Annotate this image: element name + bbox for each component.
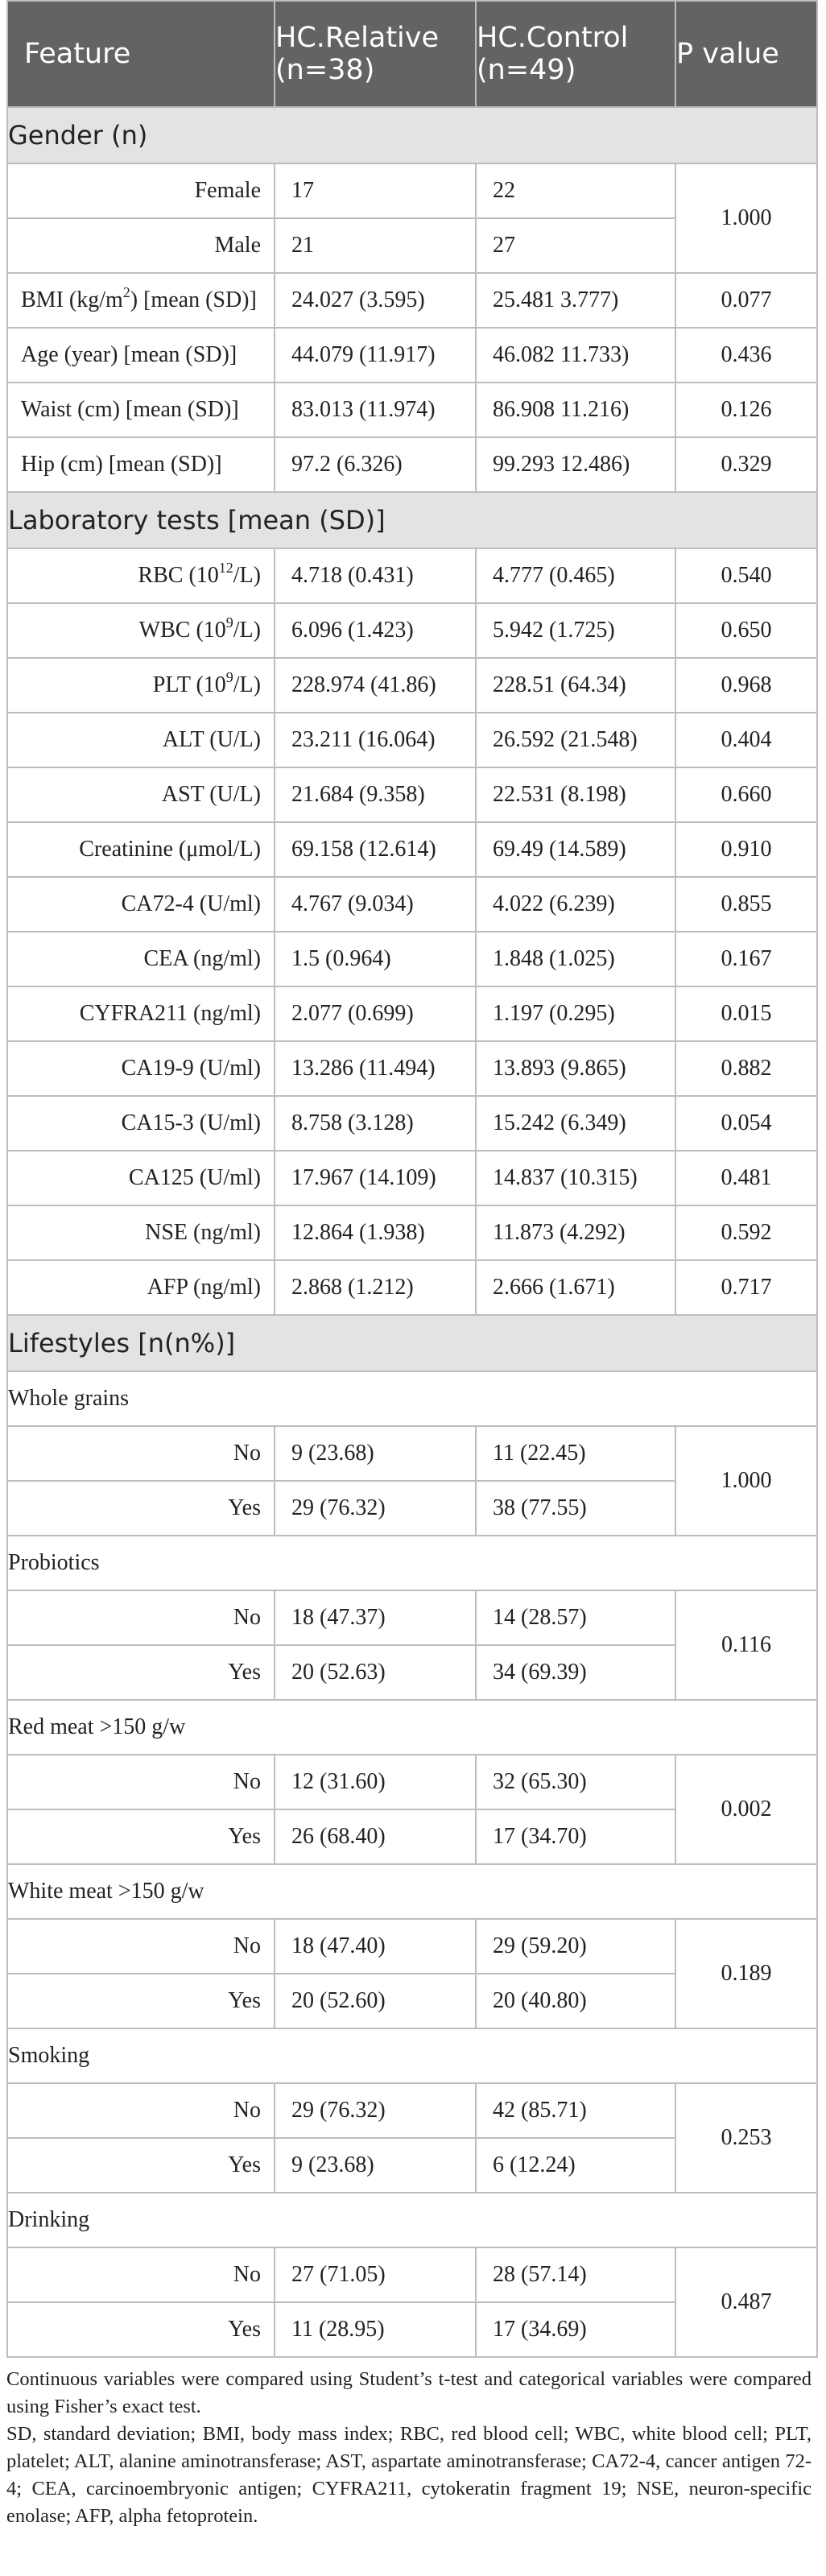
section-header bbox=[7, 1315, 817, 1371]
row-label: Yes bbox=[7, 1645, 275, 1700]
cell-hc-relative: 83.013 (11.974) bbox=[275, 382, 476, 437]
cell-p-value: 0.592 bbox=[675, 1205, 817, 1260]
cell-p-value: 0.968 bbox=[675, 658, 817, 713]
group-title: Drinking bbox=[7, 2193, 817, 2247]
row-label: Male bbox=[7, 218, 275, 273]
section-title-lifestyles: Lifestyles [n(n%)] bbox=[7, 1315, 817, 1371]
cell-p-value: 0.487 bbox=[675, 2247, 817, 2357]
section-header bbox=[7, 492, 817, 548]
cell-p-value: 0.054 bbox=[675, 1096, 817, 1151]
cell-hc-relative: 18 (47.37) bbox=[275, 1590, 476, 1645]
cell-hc-relative: 2.077 (0.699) bbox=[275, 986, 476, 1041]
table-row bbox=[7, 548, 817, 603]
cell-hc-relative: 69.158 (12.614) bbox=[275, 822, 476, 877]
table-row bbox=[7, 932, 817, 986]
table-footnotes bbox=[6, 2366, 816, 2530]
cell-hc-control: 28 (57.14) bbox=[476, 2247, 675, 2302]
table-row bbox=[7, 822, 817, 877]
row-label: Yes bbox=[7, 1809, 275, 1864]
cell-hc-control: 4.022 (6.239) bbox=[476, 877, 675, 932]
cell-p-value: 0.015 bbox=[675, 986, 817, 1041]
cell-hc-control: 27 bbox=[476, 218, 675, 273]
row-label: Creatinine (μmol/L) bbox=[7, 822, 275, 877]
cell-hc-control: 86.908 11.216) bbox=[476, 382, 675, 437]
table-row bbox=[7, 603, 817, 658]
group-title: Probiotics bbox=[7, 1536, 817, 1590]
row-label: BMI $(kg/m^2)$ [mean (SD)] bbox=[7, 273, 275, 328]
cell-hc-relative: 17 bbox=[275, 163, 476, 218]
row-label: No bbox=[7, 2247, 275, 2302]
cell-hc-relative: 12.864 (1.938) bbox=[275, 1205, 476, 1260]
table-container bbox=[6, 0, 816, 2530]
row-label: Female bbox=[7, 163, 275, 218]
cell-p-value: 0.404 bbox=[675, 713, 817, 767]
cell-hc-relative: 228.974 (41.86) bbox=[275, 658, 476, 713]
row-label: CA19-9 (U/ml) bbox=[7, 1041, 275, 1096]
group-header-row bbox=[7, 1371, 817, 1426]
table-row bbox=[7, 1041, 817, 1096]
row-label: Yes bbox=[7, 2138, 275, 2193]
cell-p-value: 0.855 bbox=[675, 877, 817, 932]
group-header-row bbox=[7, 2028, 817, 2083]
cell-hc-control: 26.592 (21.548) bbox=[476, 713, 675, 767]
cell-p-value: 0.660 bbox=[675, 767, 817, 822]
cell-hc-relative: 26 (68.40) bbox=[275, 1809, 476, 1864]
cell-hc-relative: 97.2 (6.326) bbox=[275, 437, 476, 492]
cell-hc-relative: 20 (52.63) bbox=[275, 1645, 476, 1700]
group-header-row bbox=[7, 1864, 817, 1919]
group-header-row bbox=[7, 1536, 817, 1590]
group-header-row bbox=[7, 2193, 817, 2247]
cell-hc-control: 34 (69.39) bbox=[476, 1645, 675, 1700]
header-hc-control: HC.Control (n=49) bbox=[476, 1, 675, 107]
cell-hc-control: 13.893 (9.865) bbox=[476, 1041, 675, 1096]
cell-hc-control: 11 (22.45) bbox=[476, 1426, 675, 1481]
cell-hc-relative: 4.767 (9.034) bbox=[275, 877, 476, 932]
group-header-row bbox=[7, 1700, 817, 1755]
cell-p-value: 0.481 bbox=[675, 1151, 817, 1205]
header-hc-relative: HC.Relative (n=38) bbox=[275, 1, 476, 107]
row-label: CA125 (U/ml) bbox=[7, 1151, 275, 1205]
table-row bbox=[7, 1096, 817, 1151]
table-row bbox=[7, 658, 817, 713]
cell-p-value: 1.000 bbox=[675, 163, 817, 273]
section-title-gender: Gender (n) bbox=[7, 107, 817, 163]
cell-hc-control: 99.293 12.486) bbox=[476, 437, 675, 492]
cell-p-value: 0.882 bbox=[675, 1041, 817, 1096]
cell-hc-control: 228.51 (64.34) bbox=[476, 658, 675, 713]
group-title: Smoking bbox=[7, 2028, 817, 2083]
group-title: Red meat >150 g/w bbox=[7, 1700, 817, 1755]
cell-hc-relative: 20 (52.60) bbox=[275, 1974, 476, 2028]
cell-hc-relative: 17.967 (14.109) bbox=[275, 1151, 476, 1205]
table-row bbox=[7, 382, 817, 437]
cell-hc-control: 11.873 (4.292) bbox=[476, 1205, 675, 1260]
row-label: WBC $(10^9/L)$ bbox=[7, 603, 275, 658]
table-row bbox=[7, 877, 817, 932]
table-row bbox=[7, 328, 817, 382]
cell-hc-control: 6 (12.24) bbox=[476, 2138, 675, 2193]
row-label: No bbox=[7, 1919, 275, 1974]
cell-hc-relative: 1.5 (0.964) bbox=[275, 932, 476, 986]
table-row bbox=[7, 2247, 817, 2302]
cell-hc-relative: 2.868 (1.212) bbox=[275, 1260, 476, 1315]
cell-hc-relative: 6.096 (1.423) bbox=[275, 603, 476, 658]
group-title: Whole grains bbox=[7, 1371, 817, 1426]
table-row bbox=[7, 1205, 817, 1260]
table-row bbox=[7, 273, 817, 328]
cell-p-value: 0.436 bbox=[675, 328, 817, 382]
row-label: Waist (cm) [mean (SD)] bbox=[7, 382, 275, 437]
row-label: Yes bbox=[7, 1974, 275, 2028]
cell-p-value: 0.002 bbox=[675, 1755, 817, 1864]
cell-hc-relative: 44.079 (11.917) bbox=[275, 328, 476, 382]
cell-hc-relative: 24.027 (3.595) bbox=[275, 273, 476, 328]
cell-hc-control: 1.197 (0.295) bbox=[476, 986, 675, 1041]
row-label: AFP (ng/ml) bbox=[7, 1260, 275, 1315]
cell-hc-relative: 21 bbox=[275, 218, 476, 273]
group-title: White meat >150 g/w bbox=[7, 1864, 817, 1919]
cell-p-value: 0.253 bbox=[675, 2083, 817, 2193]
header-feature: Feature bbox=[7, 1, 275, 107]
cell-p-value: 0.077 bbox=[675, 273, 817, 328]
cell-hc-relative: 4.718 (0.431) bbox=[275, 548, 476, 603]
cell-p-value: 0.167 bbox=[675, 932, 817, 986]
data-table bbox=[6, 0, 818, 2358]
cell-hc-control: 22.531 (8.198) bbox=[476, 767, 675, 822]
cell-hc-control: 22 bbox=[476, 163, 675, 218]
cell-hc-control: 46.082 11.733) bbox=[476, 328, 675, 382]
row-label: CA72-4 (U/ml) bbox=[7, 877, 275, 932]
row-label: No bbox=[7, 1755, 275, 1809]
table-row bbox=[7, 1151, 817, 1205]
cell-hc-relative: 21.684 (9.358) bbox=[275, 767, 476, 822]
cell-hc-relative: 13.286 (11.494) bbox=[275, 1041, 476, 1096]
table-row bbox=[7, 1426, 817, 1481]
cell-hc-control: 4.777 (0.465) bbox=[476, 548, 675, 603]
table-header-row bbox=[7, 1, 817, 107]
cell-p-value: 0.540 bbox=[675, 548, 817, 603]
cell-hc-relative: 11 (28.95) bbox=[275, 2302, 476, 2357]
row-label: ALT (U/L) bbox=[7, 713, 275, 767]
cell-hc-control: 5.942 (1.725) bbox=[476, 603, 675, 658]
cell-hc-control: 15.242 (6.349) bbox=[476, 1096, 675, 1151]
cell-p-value: 0.126 bbox=[675, 382, 817, 437]
cell-hc-control: 2.666 (1.671) bbox=[476, 1260, 675, 1315]
row-label: CYFRA211 (ng/ml) bbox=[7, 986, 275, 1041]
row-label: No bbox=[7, 1590, 275, 1645]
row-label: Hip (cm) [mean (SD)] bbox=[7, 437, 275, 492]
table-row bbox=[7, 1919, 817, 1974]
cell-hc-control: 14 (28.57) bbox=[476, 1590, 675, 1645]
row-label: CA15-3 (U/ml) bbox=[7, 1096, 275, 1151]
cell-hc-relative: 29 (76.32) bbox=[275, 2083, 476, 2138]
footnote-tests: Continuous variables were compared using Student’s t-test and categorical variables were compared using Fisher’s exact test. bbox=[6, 2368, 812, 2417]
row-label: RBC $(10^{12}/L)$ bbox=[7, 548, 275, 603]
section-header bbox=[7, 107, 817, 163]
row-label: AST (U/L) bbox=[7, 767, 275, 822]
cell-hc-relative: 23.211 (16.064) bbox=[275, 713, 476, 767]
table-row bbox=[7, 767, 817, 822]
cell-hc-control: 42 (85.71) bbox=[476, 2083, 675, 2138]
cell-hc-relative: 9 (23.68) bbox=[275, 1426, 476, 1481]
table-row bbox=[7, 163, 817, 218]
cell-hc-control: 14.837 (10.315) bbox=[476, 1151, 675, 1205]
row-label: No bbox=[7, 1426, 275, 1481]
cell-hc-control: 17 (34.69) bbox=[476, 2302, 675, 2357]
cell-hc-control: 25.481 3.777) bbox=[476, 273, 675, 328]
table-row bbox=[7, 437, 817, 492]
section-title-lab: Laboratory tests [mean (SD)] bbox=[7, 492, 817, 548]
cell-hc-relative: 8.758 (3.128) bbox=[275, 1096, 476, 1151]
table-row bbox=[7, 986, 817, 1041]
cell-p-value: 0.717 bbox=[675, 1260, 817, 1315]
table-row bbox=[7, 1755, 817, 1809]
cell-hc-control: 32 (65.30) bbox=[476, 1755, 675, 1809]
cell-hc-relative: 9 (23.68) bbox=[275, 2138, 476, 2193]
cell-hc-control: 38 (77.55) bbox=[476, 1481, 675, 1536]
row-label: NSE (ng/ml) bbox=[7, 1205, 275, 1260]
footnote-abbreviations: SD, standard deviation; BMI, body mass index; RBC, red blood cell; WBC, white blood cell; PLT, platelet; ALT, alanine aminotransferase; AST, aspartate aminotransferase; CA72-4, cancer antigen 72-4; CEA, carcinoembryonic antigen; CYFRA211, cytokeratin fragment 19; NSE, neuron-specific enolase; AFP, alpha fetoprotein. bbox=[6, 2423, 812, 2527]
table-row bbox=[7, 1260, 817, 1315]
cell-p-value: 0.650 bbox=[675, 603, 817, 658]
cell-hc-control: 29 (59.20) bbox=[476, 1919, 675, 1974]
row-label: Yes bbox=[7, 1481, 275, 1536]
cell-p-value: 0.329 bbox=[675, 437, 817, 492]
cell-hc-relative: 12 (31.60) bbox=[275, 1755, 476, 1809]
cell-hc-control: 69.49 (14.589) bbox=[476, 822, 675, 877]
cell-p-value: 0.910 bbox=[675, 822, 817, 877]
cell-hc-relative: 29 (76.32) bbox=[275, 1481, 476, 1536]
cell-hc-relative: 18 (47.40) bbox=[275, 1919, 476, 1974]
header-p-value: P value bbox=[675, 1, 817, 107]
row-label: PLT $(10^9/L)$ bbox=[7, 658, 275, 713]
cell-hc-relative: 27 (71.05) bbox=[275, 2247, 476, 2302]
cell-hc-control: 17 (34.70) bbox=[476, 1809, 675, 1864]
row-label: CEA (ng/ml) bbox=[7, 932, 275, 986]
row-label: Age (year) [mean (SD)] bbox=[7, 328, 275, 382]
table-row bbox=[7, 2083, 817, 2138]
cell-hc-control: 1.848 (1.025) bbox=[476, 932, 675, 986]
row-label: No bbox=[7, 2083, 275, 2138]
cell-p-value: 0.116 bbox=[675, 1590, 817, 1700]
cell-p-value: 0.189 bbox=[675, 1919, 817, 2028]
table-row bbox=[7, 1590, 817, 1645]
table-row bbox=[7, 713, 817, 767]
row-label: Yes bbox=[7, 2302, 275, 2357]
cell-p-value: 1.000 bbox=[675, 1426, 817, 1536]
cell-hc-control: 20 (40.80) bbox=[476, 1974, 675, 2028]
